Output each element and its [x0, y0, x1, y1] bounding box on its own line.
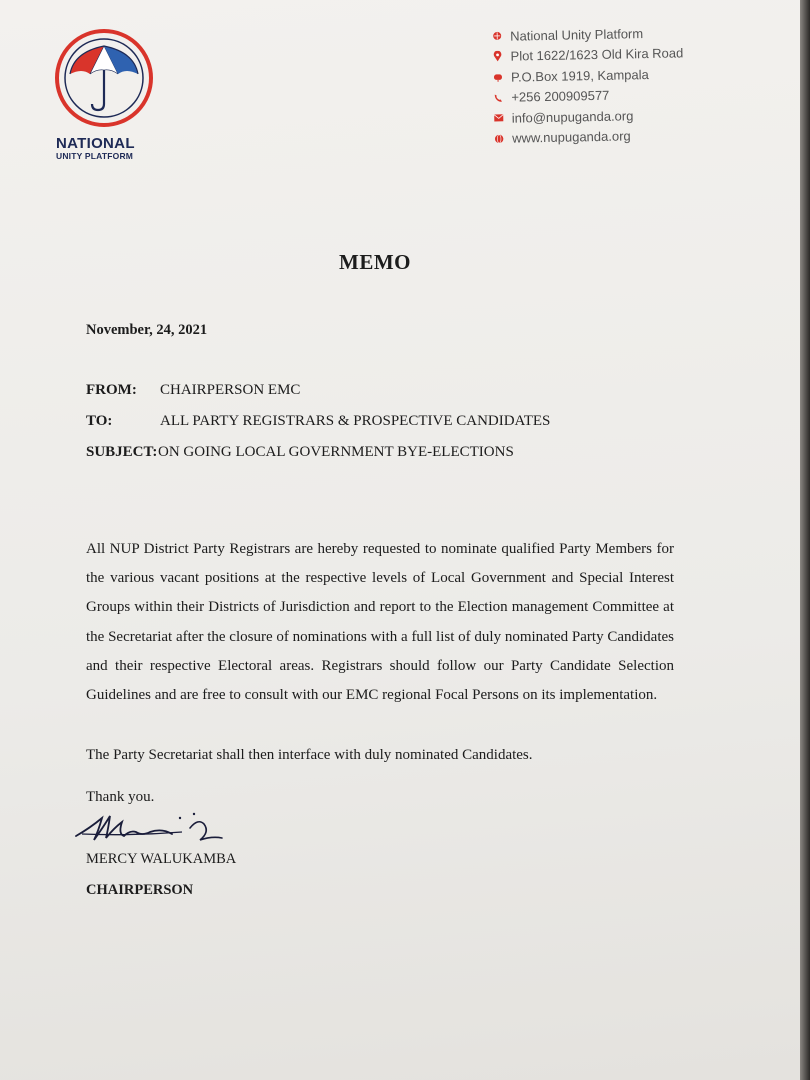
logo-subtitle: UNITY PLATFORM	[56, 151, 134, 161]
logo-name: NATIONAL	[56, 135, 135, 152]
signer-name: MERCY WALUKAMBA	[86, 851, 237, 867]
from-label: FROM:	[86, 382, 137, 398]
from-line	[86, 382, 301, 399]
logo-wordmark	[56, 136, 135, 161]
to-label: TO:	[86, 413, 113, 429]
mailbox-icon	[493, 72, 503, 82]
from-value: CHAIRPERSON EMC	[160, 382, 301, 398]
contact-row-web	[494, 125, 685, 149]
closing-text: Thank you.	[86, 789, 155, 805]
globe-red-icon	[492, 31, 502, 41]
contact-website: www.nupuganda.org	[512, 128, 631, 146]
memo-body-paragraph: All NUP District Party Registrars are hereby requested to nominate qualified Party Members for the various vacant positions at the respective levels of Local Government and Special Interest Groups within their Districts of Jurisdiction and report to the Election management Committee at the Secretariat after the closure of nominations with a full list of duly nominated Party Candidates and their respective Electoral areas. Registrars should follow our Party Candidate Selection Guidelines and are free to consult with our EMC regional Focal Persons on its implementation.	[86, 541, 674, 704]
email-icon	[494, 113, 504, 123]
contact-org: National Unity Platform	[510, 25, 644, 44]
subject-label: SUBJECT:	[86, 444, 158, 460]
to-value: ALL PARTY REGISTRARS & PROSPECTIVE CANDIDATES	[160, 413, 551, 429]
contact-address: Plot 1622/1623 Old Kira Road	[510, 45, 684, 64]
memo-date: November, 24, 2021	[86, 322, 208, 338]
location-pin-icon	[492, 52, 502, 62]
subject-value: ON GOING LOCAL GOVERNMENT BYE-ELECTIONS	[158, 444, 514, 460]
contact-email: info@nupuganda.org	[511, 108, 634, 126]
handwritten-signature	[72, 806, 242, 857]
umbrella-logo-icon	[54, 28, 154, 128]
contact-phone: +256 200909577	[511, 88, 610, 105]
to-line	[86, 413, 551, 430]
signer-role: CHAIRPERSON	[86, 882, 194, 898]
subject-line	[86, 444, 514, 461]
contact-pobox: P.O.Box 1919, Kampala	[510, 66, 649, 85]
nup-logo	[54, 28, 154, 128]
page-edge-shadow	[800, 0, 810, 1080]
memo-body-paragraph-2: The Party Secretariat shall then interface with duly nominated Candidates.	[86, 747, 533, 763]
contact-block	[492, 22, 685, 149]
web-icon	[494, 134, 504, 144]
phone-icon	[493, 93, 503, 103]
memo-title: MEMO	[339, 250, 411, 274]
